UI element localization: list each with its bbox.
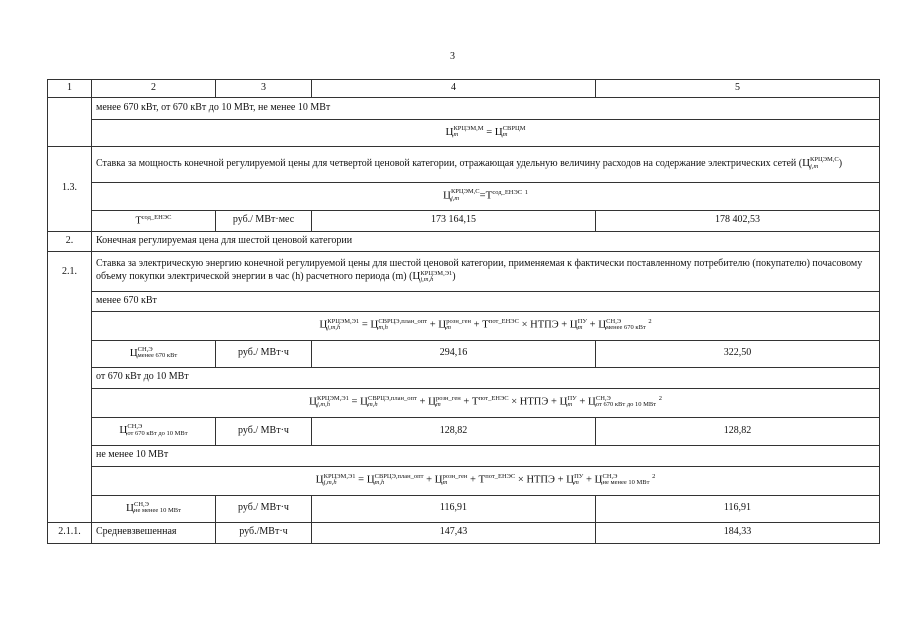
value-cell: 184,33 xyxy=(596,522,880,543)
value-row xyxy=(48,210,880,231)
text-cell: Ставка за электрическую энергию конечной регулируемой цены для шестой ценовой категории, применяемая к фактически поставленному потребителю (покупателю) почасовому объему покупки электрической энергии в час (h) расчетного периода (m) (Ц КРЦЭМ,Э1 j,m,h ) xyxy=(92,251,880,291)
unit-cell: руб./ МВт·мес xyxy=(216,210,312,231)
value-cell: 116,91 xyxy=(312,495,596,522)
symbol-cell: Ц СН,Э менее 670 кВт xyxy=(92,340,216,367)
value-cell: 178 402,53 xyxy=(596,210,880,231)
unit-cell: руб./ МВт·ч xyxy=(216,495,312,522)
formula-row xyxy=(48,311,880,340)
value-cell: 173 164,15 xyxy=(312,210,596,231)
formula-cell: Ц КРЦЭМ,С j,m $=Т^{сод\_ЕНЭС}$ $^1$ xyxy=(92,182,880,210)
table-row xyxy=(48,97,880,119)
formula-row xyxy=(48,119,880,146)
formula-row xyxy=(48,182,880,210)
symbol-cell: Ц СН,Э не менее 10 МВт xyxy=(92,495,216,522)
unit-cell: руб./ МВт·ч xyxy=(216,417,312,445)
tariff-table xyxy=(47,79,880,544)
unit-cell: руб./ МВт·ч xyxy=(216,340,312,367)
table-row xyxy=(48,367,880,388)
footnote-mark: 2 xyxy=(648,318,652,326)
table-row xyxy=(48,251,880,291)
symbol-cell: $Т^{сод\_ЕНЭС}$ xyxy=(92,210,216,231)
table-row xyxy=(48,146,880,182)
formula-cell: Ц КРЦЭМ,Э1 j,m,h = Ц СВРЦЭ,план_опт m,h + Ц розн_ген m + $Т^{пот\_ЕНЭС}$ × НТПЭ + Ц ПУ m + Ц СН,Э менее 670 кВт $^2$ xyxy=(92,311,880,340)
table-row xyxy=(48,522,880,543)
value-row xyxy=(48,417,880,445)
header-cell: 4 xyxy=(312,80,596,98)
formula-row xyxy=(48,466,880,495)
formula-row xyxy=(48,388,880,417)
page-number: 3 xyxy=(450,51,455,62)
unit-cell: руб./МВт·ч xyxy=(216,522,312,543)
footnote-mark: 2 xyxy=(658,395,662,403)
value-cell: 128,82 xyxy=(312,417,596,445)
text-cell: менее 670 кВт xyxy=(92,291,880,311)
value-cell: 294,16 xyxy=(312,340,596,367)
formula-cell: Ц КРЦЭМ,Э1 j,m,h = Ц СВРЦЭ,план_опт m,h + Ц розн_ген m + $Т^{пот\_ЕНЭС}$ × НТПЭ + Ц ПУ m + Ц СН,Э не менее 10 МВт $^2$ xyxy=(92,466,880,495)
row-number: 1.3. xyxy=(48,146,92,231)
text-cell: от 670 кВт до 10 МВт xyxy=(92,367,880,388)
table-row xyxy=(48,291,880,311)
footnote-mark: 1 xyxy=(524,188,528,196)
formula-cell: Ц КРЦЭМ,Э1 j,m,h = Ц СВРЦЭ,план_опт m,h + Ц розн_ген m + $Т^{пот\_ЕНЭС}$ × НТПЭ + Ц ПУ m + Ц СН,Э от 670 кВт до 10 МВт $^2$ xyxy=(92,388,880,417)
row-number: 2.1.1. xyxy=(48,522,92,543)
formula-cell: Ц КРЦЭМ,М m = Ц СВРЦМ m xyxy=(92,119,880,146)
header-cell: 2 xyxy=(92,80,216,98)
header-cell: 5 xyxy=(596,80,880,98)
empty-number-cell xyxy=(48,97,92,146)
name-cell: Средневзвешенная xyxy=(92,522,216,543)
row-number: 2. xyxy=(48,231,92,251)
header-cell: 3 xyxy=(216,80,312,98)
row-number: 2.1. xyxy=(48,251,92,522)
value-cell: 128,82 xyxy=(596,417,880,445)
value-row xyxy=(48,340,880,367)
text-cell: Ставка за мощность конечной регулируемой цены для четвертой ценовой категории, отражающая удельную величину расходов на содержание электрических сетей (Ц КРЦЭМ,С j,m ) xyxy=(92,146,880,182)
text-cell: не менее 10 МВт xyxy=(92,445,880,466)
text-cell: менее 670 кВт, от 670 кВт до 10 МВт, не менее 10 МВт xyxy=(92,97,880,119)
table-row xyxy=(48,231,880,251)
symbol-cell: Ц СН,Э от 670 кВт до 10 МВт xyxy=(92,417,216,445)
header-cell: 1 xyxy=(48,80,92,98)
header-row xyxy=(48,80,880,98)
value-cell: 147,43 xyxy=(312,522,596,543)
value-row xyxy=(48,495,880,522)
footnote-mark: 2 xyxy=(652,473,656,481)
value-cell: 322,50 xyxy=(596,340,880,367)
text-cell: Конечная регулируемая цена для шестой ценовой категории xyxy=(92,231,880,251)
table-row xyxy=(48,445,880,466)
value-cell: 116,91 xyxy=(596,495,880,522)
